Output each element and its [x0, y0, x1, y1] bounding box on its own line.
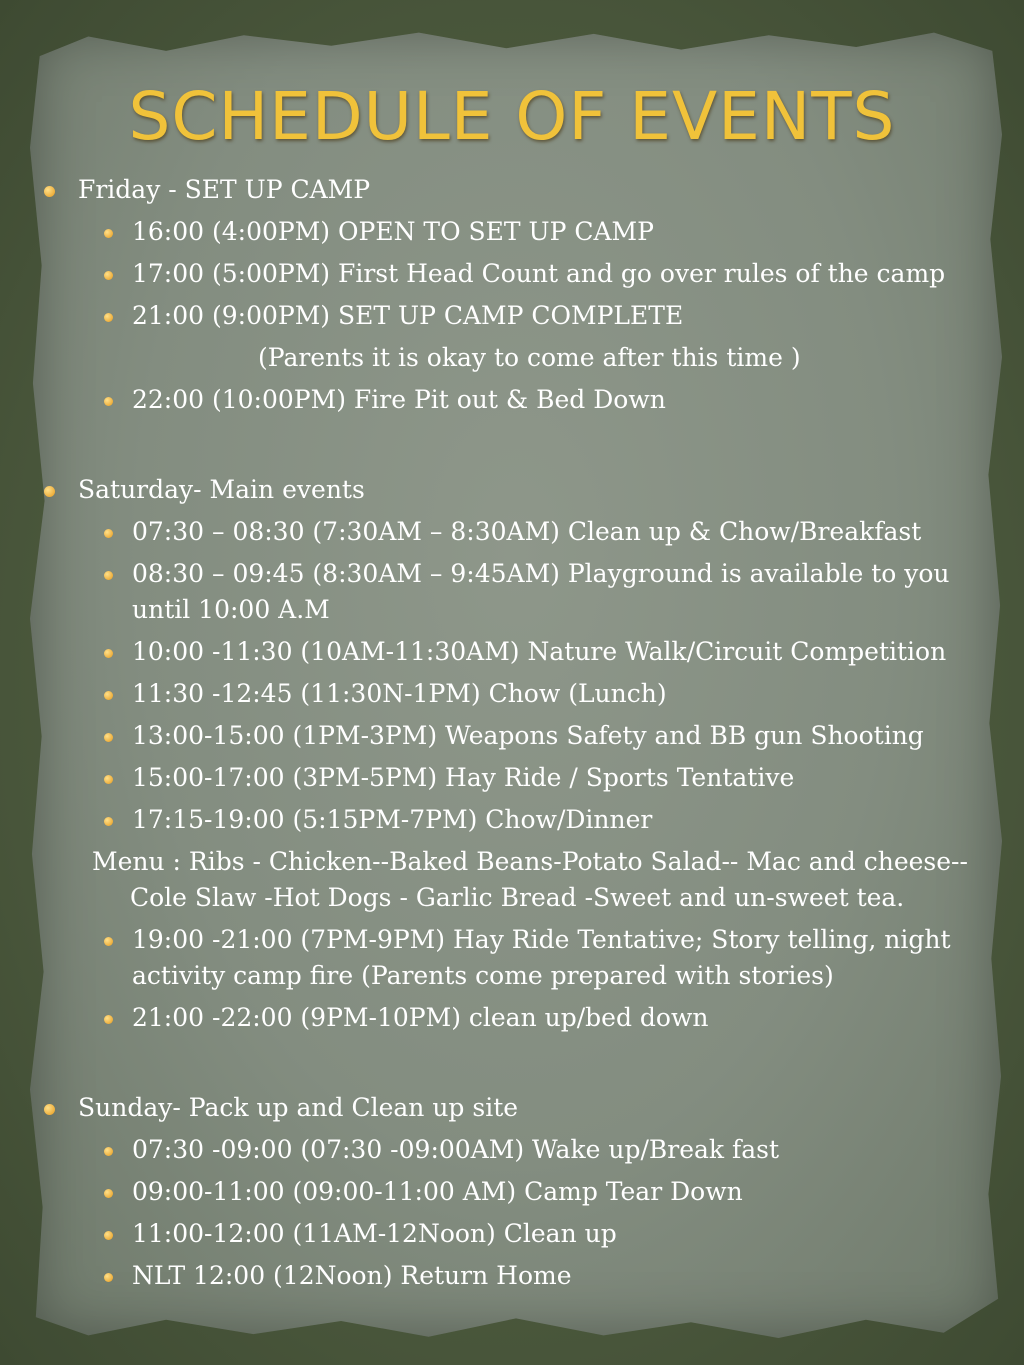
schedule-item: 22:00 (10:00PM) Fire Pit out & Bed Down — [0, 382, 1024, 418]
bullet-icon — [104, 313, 113, 322]
schedule-item: 07:30 – 08:30 (7:30AM – 8:30AM) Clean up & Chow/Breakfast — [0, 514, 1024, 550]
section-spacer — [0, 1036, 1024, 1084]
schedule-item: 21:00 -22:00 (9PM-10PM) clean up/bed down — [0, 1000, 1024, 1036]
schedule-item: 08:30 – 09:45 (8:30AM – 9:45AM) Playground is available to you until 10:00 A.M — [0, 556, 1024, 628]
bullet-icon — [104, 817, 113, 826]
bullet-icon — [44, 486, 55, 497]
bullet-icon — [104, 691, 113, 700]
section-spacer — [0, 418, 1024, 466]
bullet-icon — [104, 229, 113, 238]
bullet-icon — [104, 649, 113, 658]
bullet-icon — [104, 733, 113, 742]
schedule-item: NLT 12:00 (12Noon) Return Home — [0, 1258, 1024, 1294]
schedule-item: 19:00 -21:00 (7PM-9PM) Hay Ride Tentative; Story telling, night activity camp fire (Parents come prepared with stories) — [0, 922, 1024, 994]
day-heading-saturday: Saturday- Main events — [0, 472, 1024, 508]
dinner-menu: Menu : Ribs - Chicken--Baked Beans-Potato Salad-- Mac and cheese--Cole Slaw -Hot Dogs - Garlic Bread -Sweet and un-sweet tea. — [92, 847, 968, 912]
schedule-item: 11:30 -12:45 (11:30N-1PM) Chow (Lunch) — [0, 676, 1024, 712]
bullet-icon — [104, 397, 113, 406]
schedule-item: 10:00 -11:30 (10AM-11:30AM) Nature Walk/Circuit Competition — [0, 634, 1024, 670]
bullet-icon — [104, 1189, 113, 1198]
day-heading-sunday: Sunday- Pack up and Clean up site — [0, 1090, 1024, 1126]
schedule-list — [0, 166, 1024, 1294]
bullet-icon — [104, 271, 113, 280]
bullet-icon — [104, 571, 113, 580]
bullet-icon — [104, 775, 113, 784]
bullet-icon — [44, 1104, 55, 1115]
schedule-item: 13:00-15:00 (1PM-3PM) Weapons Safety and BB gun Shooting — [0, 718, 1024, 754]
schedule-item: 16:00 (4:00PM) OPEN TO SET UP CAMP — [0, 214, 1024, 250]
schedule-item: 21:00 (9:00PM) SET UP CAMP COMPLETE — [0, 298, 1024, 334]
parents-note: (Parents it is okay to come after this time ) — [258, 343, 801, 372]
bullet-icon — [104, 1231, 113, 1240]
bullet-icon — [104, 937, 113, 946]
bullet-icon — [44, 186, 55, 197]
bullet-icon — [104, 1015, 113, 1024]
bullet-icon — [104, 529, 113, 538]
bullet-icon — [104, 1273, 113, 1282]
schedule-item: 17:00 (5:00PM) First Head Count and go over rules of the camp — [0, 256, 1024, 292]
schedule-item: 17:15-19:00 (5:15PM-7PM) Chow/Dinner — [0, 802, 1024, 838]
schedule-item: 07:30 -09:00 (07:30 -09:00AM) Wake up/Break fast — [0, 1132, 1024, 1168]
schedule-item: 11:00-12:00 (11AM-12Noon) Clean up — [0, 1216, 1024, 1252]
bullet-icon — [104, 1147, 113, 1156]
schedule-item: 15:00-17:00 (3PM-5PM) Hay Ride / Sports Tentative — [0, 760, 1024, 796]
day-heading-friday: Friday - SET UP CAMP — [0, 172, 1024, 208]
schedule-item: 09:00-11:00 (09:00-11:00 AM) Camp Tear Down — [0, 1174, 1024, 1210]
page-title: SCHEDULE OF EVENTS — [128, 78, 896, 155]
